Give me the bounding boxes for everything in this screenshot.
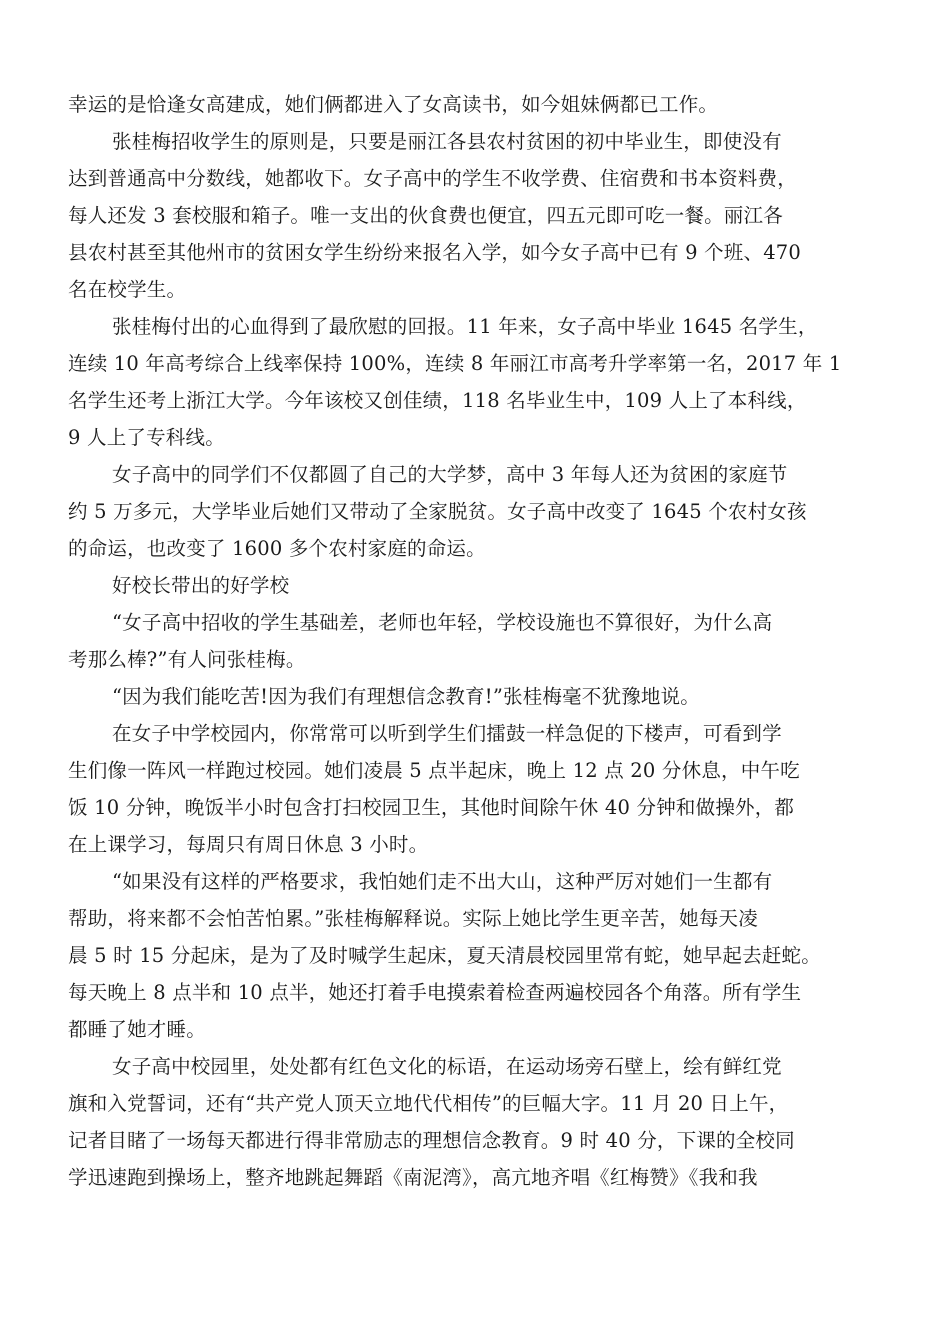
paragraph	[68, 1048, 884, 1196]
text-line: “女子高中招收的学生基础差，老师也年轻，学校设施也不算很好，为什么高	[112, 611, 773, 634]
text-line: 在上课学习，每周只有周日休息 3 小时。	[68, 833, 429, 856]
paragraph	[68, 308, 884, 456]
text-line: 名学生还考上浙江大学。今年该校又创佳绩，118 名毕业生中，109 人上了本科线，	[68, 389, 807, 412]
text-line: 学迅速跑到操场上，整齐地跳起舞蹈《南泥湾》，高亢地齐唱《红梅赞》《我和我	[68, 1166, 758, 1189]
text-line: 都睡了她才睡。	[68, 1018, 206, 1041]
text-line: 名在校学生。	[68, 278, 187, 301]
text-line: 晨 5 时 15 分起床，是为了及时喊学生起床，夏天清晨校园里常有蛇，她早起去赶蛇。	[68, 944, 821, 967]
text-line: 幸运的是恰逢女高建成，她们俩都进入了女高读书，如今姐妹俩都已工作。	[68, 93, 719, 116]
document-page	[68, 86, 884, 1196]
paragraph	[68, 604, 884, 678]
text-line: 生们像一阵风一样跑过校园。她们凌晨 5 点半起床，晚上 12 点 20 分休息，中午吃	[68, 759, 800, 782]
text-line: 旗和入党誓词，还有“共产党人顶天立地代代相传”的巨幅大字。11 月 20 日上午，	[68, 1092, 789, 1115]
paragraph	[68, 123, 884, 308]
paragraph	[68, 567, 884, 604]
text-line: 每人还发 3 套校服和箱子。唯一支出的伙食费也便宜，四五元即可吃一餐。丽江各	[68, 204, 783, 227]
paragraph	[68, 678, 884, 715]
text-line: 记者目睹了一场每天都进行得非常励志的理想信念教育。9 时 40 分，下课的全校同	[68, 1129, 795, 1152]
text-line: “如果没有这样的严格要求，我怕她们走不出大山，这种严厉对她们一生都有	[112, 870, 773, 893]
text-line: 女子高中的同学们不仅都圆了自己的大学梦，高中 3 年每人还为贫困的家庭节	[112, 463, 788, 486]
text-line: 张桂梅招收学生的原则是，只要是丽江各县农村贫困的初中毕业生，即使没有	[112, 130, 782, 153]
text-line: 在女子中学校园内，你常常可以听到学生们擂鼓一样急促的下楼声，可看到学	[112, 722, 782, 745]
text-line: 考那么棒?”有人问张桂梅。	[68, 648, 306, 671]
text-line: 每天晚上 8 点半和 10 点半，她还打着手电摸索着检查两遍校园各个角落。所有学生	[68, 981, 802, 1004]
text-line: 县农村甚至其他州市的贫困女学生纷纷来报名入学，如今女子高中已有 9 个班、470	[68, 241, 802, 264]
text-line: 连续 10 年高考综合上线率保持 100%，连续 8 年丽江市高考升学率第一名，2017 年 1	[68, 352, 842, 375]
text-line: 帮助，将来都不会怕苦怕累。”张桂梅解释说。实际上她比学生更辛苦，她每天凌	[68, 907, 758, 930]
paragraph	[68, 456, 884, 567]
text-line: 达到普通高中分数线，她都收下。女子高中的学生不收学费、住宿费和书本资料费，	[68, 167, 797, 190]
paragraph	[68, 715, 884, 863]
text-line: “因为我们能吃苦!因为我们有理想信念教育!”张桂梅毫不犹豫地说。	[112, 685, 701, 708]
text-line: 约 5 万多元，大学毕业后她们又带动了全家脱贫。女子高中改变了 1645 个农村女孩	[68, 500, 807, 523]
text-line: 9 人上了专科线。	[68, 426, 225, 449]
paragraph	[68, 863, 884, 1048]
paragraph	[68, 86, 884, 123]
text-line: 饭 10 分钟，晚饭半小时包含打扫校园卫生，其他时间除午休 40 分钟和做操外，都	[68, 796, 795, 819]
text-line: 的命运，也改变了 1600 多个农村家庭的命运。	[68, 537, 486, 560]
text-line: 女子高中校园里，处处都有红色文化的标语，在运动场旁石壁上，绘有鲜红党	[112, 1055, 782, 1078]
text-line: 张桂梅付出的心血得到了最欣慰的回报。11 年来，女子高中毕业 1645 名学生，	[112, 315, 818, 338]
text-line: 好校长带出的好学校	[112, 574, 290, 597]
